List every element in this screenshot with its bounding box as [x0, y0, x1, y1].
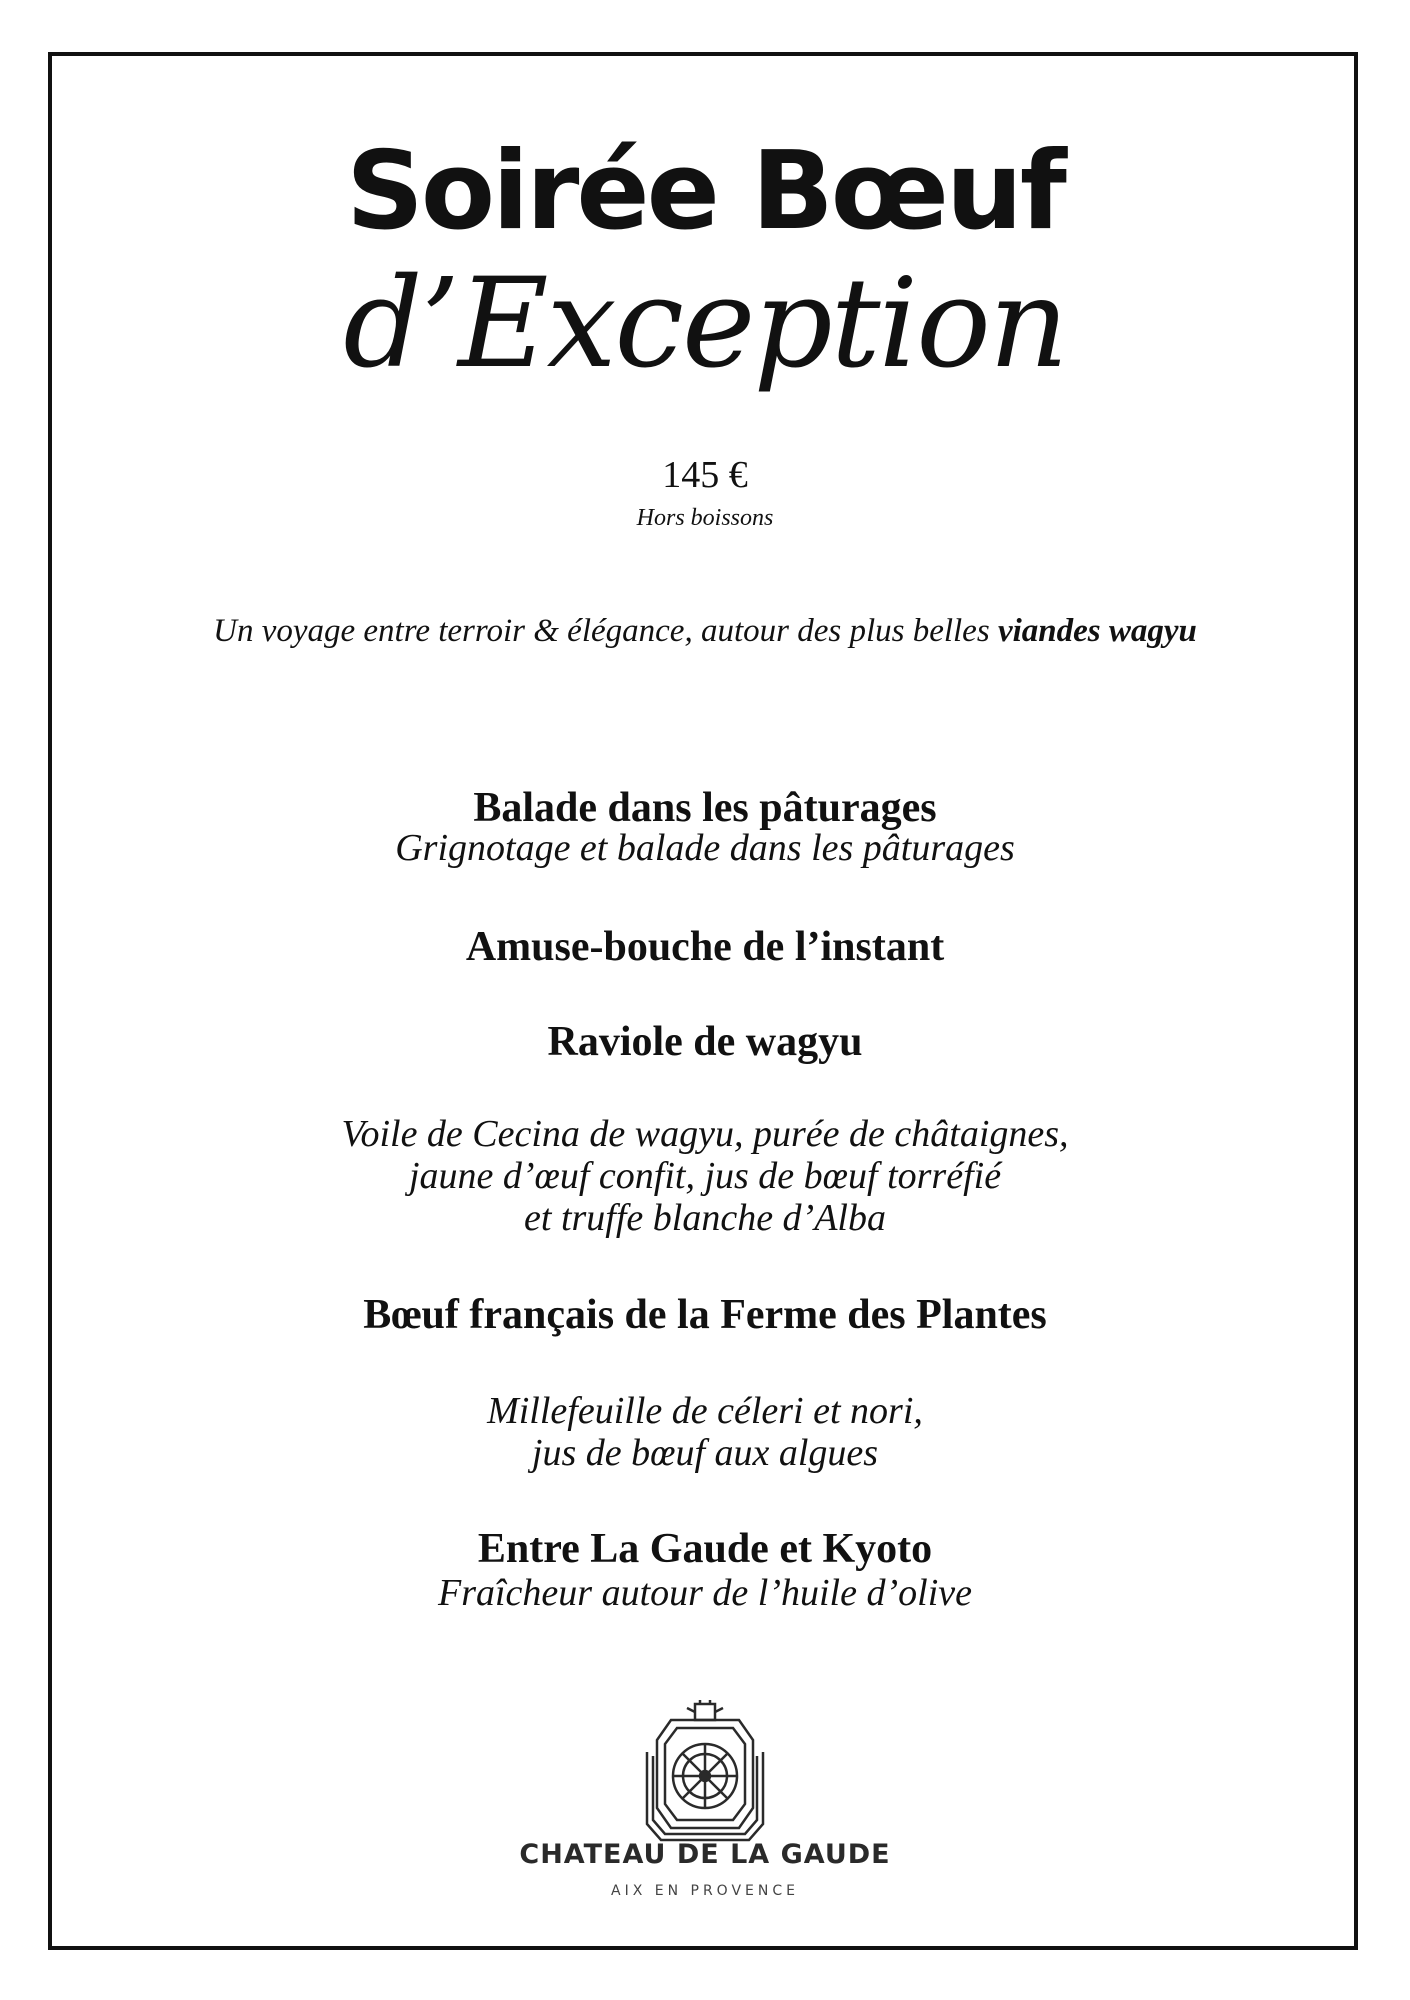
- course-description-line: Millefeuille de céleri et nori,: [487, 1390, 923, 1432]
- course-description-3: [0, 1113, 1410, 1239]
- menu-price: 145 €: [662, 454, 748, 496]
- course-name-1: Balade dans les pâturages: [473, 785, 937, 831]
- course-name-4: Bœuf français de la Ferme des Plantes: [363, 1292, 1047, 1338]
- course-name-2: Amuse-bouche de l’instant: [465, 924, 945, 970]
- brand-name: CHATEAU DE LA GAUDE: [519, 1839, 891, 1870]
- course-description-1: [0, 827, 1410, 869]
- menu-subtitle: d’Exception: [343, 252, 1067, 396]
- menu-title: Soirée Bœuf: [346, 129, 1064, 254]
- course-description-line: jaune d’œuf confit, jus de bœuf torréfié: [408, 1155, 1002, 1197]
- course-name-3: Raviole de wagyu: [547, 1019, 863, 1065]
- course-description-line: Voile de Cecina de wagyu, purée de châtaignes,: [341, 1113, 1069, 1155]
- course-description-line: et truffe blanche d’Alba: [524, 1197, 886, 1239]
- course-description-4: [0, 1390, 1410, 1474]
- course-description-line: Fraîcheur autour de l’huile d’olive: [438, 1572, 972, 1614]
- course-description-line: jus de bœuf aux algues: [531, 1432, 879, 1474]
- menu-tagline: [0, 612, 1410, 652]
- price-note: Hors boissons: [636, 505, 774, 531]
- course-description-5: [0, 1572, 1410, 1614]
- chateau-crest-icon: [637, 1700, 773, 1850]
- course-description-line: Grignotage et balade dans les pâturages: [395, 827, 1015, 869]
- tagline-text: Un voyage entre terroir & élégance, autour des plus belles: [213, 613, 998, 649]
- course-name-5: Entre La Gaude et Kyoto: [477, 1526, 933, 1572]
- tagline-emphasis: viandes wagyu: [997, 613, 1197, 649]
- brand-location: AIX EN PROVENCE: [611, 1883, 799, 1899]
